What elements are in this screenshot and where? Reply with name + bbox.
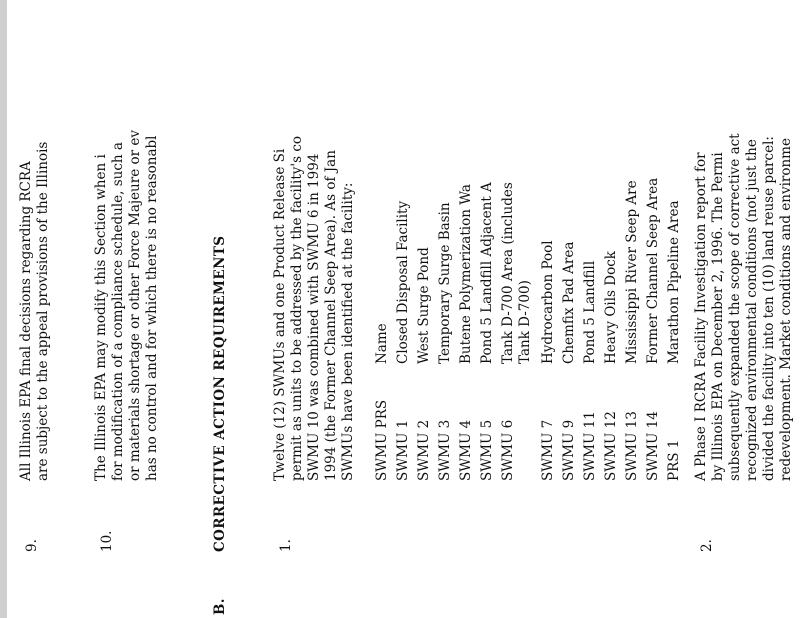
scan-top-edge (0, 0, 7, 618)
table-row-id: SWMU 4 (458, 419, 474, 481)
table-row-id: PRS 1 (666, 439, 682, 481)
table-header-name: Name (374, 323, 390, 364)
item-1-line-2: permit as units to be addressed by the facility's co (289, 135, 305, 481)
table-row-id: SWMU 7 (540, 419, 556, 481)
table-header-id: SWMU PRS (374, 399, 390, 481)
table-row-name: Tank D-700) (517, 280, 533, 364)
table-row-id: SWMU 13 (624, 411, 640, 481)
table-row-id: SWMU 11 (582, 411, 598, 481)
table-row-name: Mississippi River Seep Are (624, 180, 640, 364)
table-row-id: SWMU 3 (437, 419, 453, 481)
item-2-number: 2. (699, 539, 715, 552)
item-10-line-4: has no control and for which there is no reasonabl (144, 135, 160, 481)
table-row-name: Marathon Pipeline Area (666, 200, 682, 364)
table-row-id: SWMU 1 (395, 419, 411, 481)
item-2-line-4: recognized environmental conditions (not just the (744, 139, 760, 481)
table-row-name: Heavy Oils Dock (603, 251, 619, 364)
item-9-number: 9. (24, 539, 40, 552)
section-title: CORRECTIVE ACTION REQUIREMENTS (212, 235, 228, 552)
table-row-name: Pond 5 Landfill (582, 260, 598, 364)
table-row-name: Hydrocarbon Pool (540, 240, 556, 364)
table-row-id: SWMU 5 (479, 419, 495, 481)
item-1-number: 1. (278, 539, 294, 552)
table-row-name: Tank D-700 Area (includes (500, 182, 516, 364)
table-row-name: Butene Polymerization Wa (458, 184, 474, 364)
item-1-line-1: Twelve (12) SWMUs and one Product Release Si (272, 148, 288, 481)
item-10-number: 10. (99, 530, 115, 552)
table-row-id: SWMU 2 (416, 419, 432, 481)
item-2-line-2: by Illinois EPA on December 2, 1996. The Permi (710, 152, 726, 481)
table-row-id: SWMU 12 (603, 411, 619, 481)
item-10-line-3: or materials shortage or other Force Majeure or ev (127, 130, 143, 481)
table-row-name: West Surge Pond (416, 247, 432, 364)
item-2-line-5: divided the facility into ten (10) land reuse parcel: (761, 136, 777, 481)
item-1-line-3: SWMU 10 was combined with SWMU 6 in 1994 (306, 153, 322, 481)
section-letter: B. (212, 598, 228, 615)
item-2-line-1: A Phase I RCRA Facility Investigation report for (693, 152, 709, 481)
item-10-line-1: The Illinois EPA may modify this Section when i (93, 154, 109, 481)
item-2-line-6: redevelopment. Market conditions and environme (778, 138, 794, 481)
table-row-name: Chemfix Pad Area (561, 241, 577, 364)
item-1-line-4: 1994 (the Former Channel Seep Area). As of Jan (323, 150, 339, 481)
table-row-name: Pond 5 Landfill Adjacent A (479, 182, 495, 364)
item-9-line-2: are subject to the appeal provisions of the Illinois (35, 141, 51, 481)
item-2-line-3: subsequently expanded the scope of corrective act (727, 133, 743, 481)
table-row-name: Closed Disposal Facility (395, 200, 411, 364)
item-1-line-5: SWMUs have been identified at the facility: (340, 182, 356, 481)
table-row-id: SWMU 14 (645, 411, 661, 481)
item-9-line-1: All Illinois EPA final decisions regarding RCRA (18, 161, 34, 481)
table-row-id: SWMU 9 (561, 419, 577, 481)
table-row-id: SWMU 6 (500, 419, 516, 481)
table-row-name: Temporary Surge Basin (437, 202, 453, 364)
table-row-name: Former Channel Seep Area (645, 177, 661, 364)
item-10-line-2: for modification of a compliance schedule, such a (110, 142, 126, 481)
